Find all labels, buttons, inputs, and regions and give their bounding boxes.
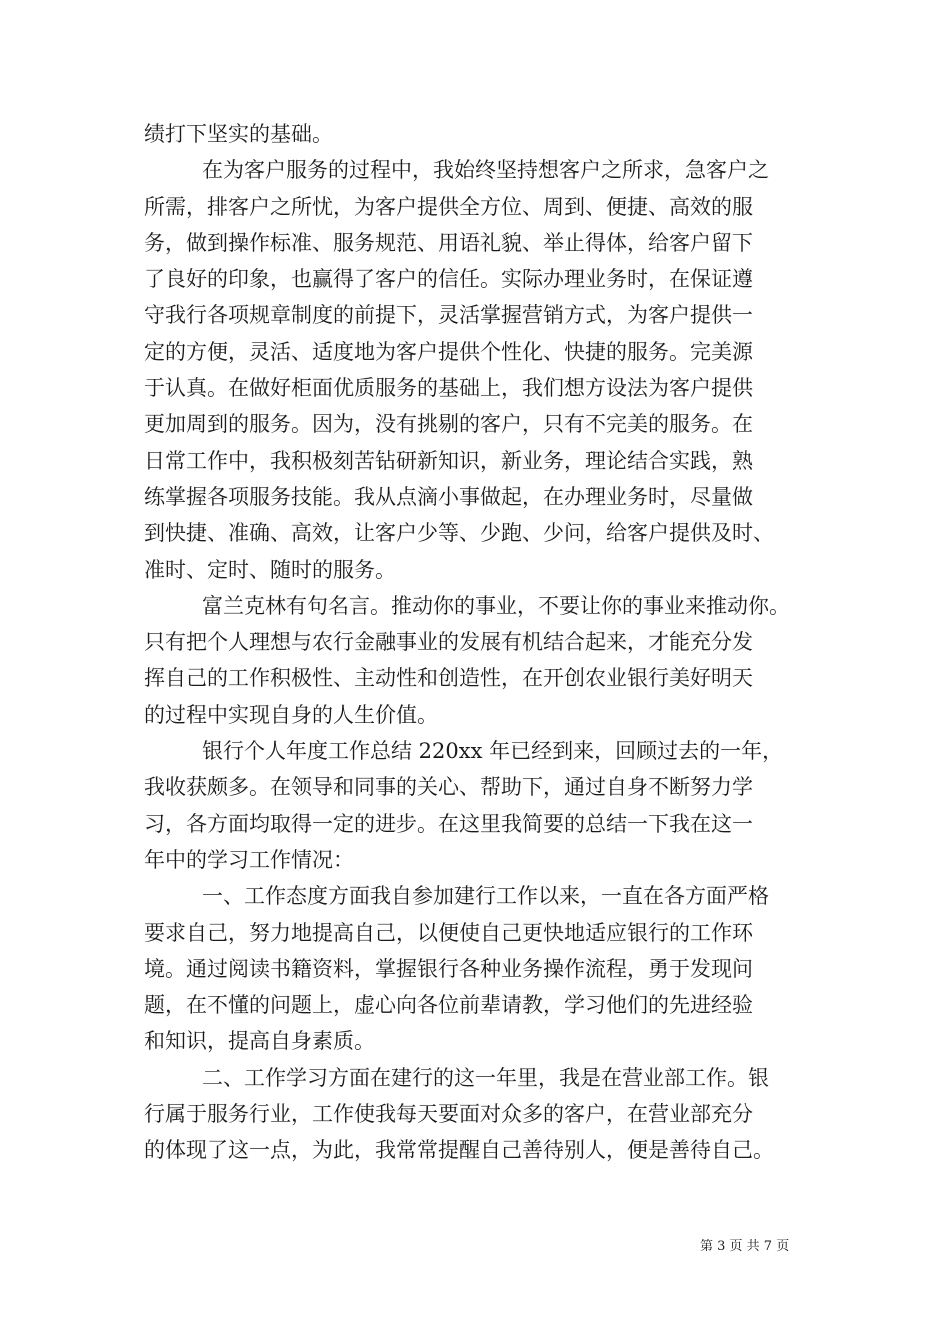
text-line: 挥自己的工作积极性、主动性和创造性，在开创农业银行美好明天 [144, 666, 753, 691]
text-line: 于认真。在做好柜面优质服务的基础上，我们想方设法为客户提供 [144, 376, 753, 401]
page-number-footer: 第 3 页 共 7 页 [700, 1239, 790, 1254]
text-line: 题，在不懂的问题上，虚心向各位前辈请教，学习他们的先进经验 [144, 993, 753, 1018]
text-line: 到快捷、准确、高效，让客户少等、少跑、少问，给客户提供及时、 [144, 521, 774, 546]
text-line: 日常工作中，我积极刻苦钻研新知识，新业务，理论结合实践，熟 [144, 448, 753, 473]
text-line: 了良好的印象，也赢得了客户的信任。实际办理业务时，在保证遵 [144, 267, 753, 292]
text-line: 银行个人年度工作总结 220xx 年已经到来，回顾过去的一年， [202, 739, 784, 764]
text-line: 守我行各项规章制度的前提下，灵活掌握营销方式，为客户提供一 [144, 303, 753, 328]
document-body [144, 116, 834, 1169]
text-line: 练掌握各项服务技能。我从点滴小事做起，在办理业务时，尽量做 [144, 484, 753, 509]
text-line: 富兰克林有句名言。推动你的事业，不要让你的事业来推动你。 [202, 593, 790, 618]
text-line: 境。通过阅读书籍资料，掌握银行各种业务操作流程，勇于发现问 [144, 956, 753, 981]
text-line: 绩打下坚实的基础。 [144, 122, 333, 146]
text-line: 更加周到的服务。因为，没有挑剔的客户，只有不完美的服务。在 [144, 412, 753, 437]
text-line: 一、工作态度方面我自参加建行工作以来，一直在各方面严格 [202, 884, 769, 909]
text-line: 只有把个人理想与农行金融事业的发展有机结合起来，才能充分发 [144, 630, 753, 655]
text-line: 习，各方面均取得一定的进步。在这里我简要的总结一下我在这一 [144, 811, 753, 836]
text-line: 年中的学习工作情况： [144, 847, 354, 872]
text-line: 准时、定时、随时的服务。 [144, 557, 396, 582]
text-line: 行属于服务行业，工作使我每天要面对众多的客户，在营业部充分 [144, 1102, 753, 1127]
text-line: 所需，排客户之所忧，为客户提供全方位、周到、便捷、高效的服 [144, 194, 753, 219]
text-line: 在为客户服务的过程中，我始终坚持想客户之所求，急客户之 [202, 158, 769, 183]
text-line: 要求自己，努力地提高自己，以便使自己更快地适应银行的工作环 [144, 920, 753, 945]
text-line: 的体现了这一点，为此，我常常提醒自己善待别人，便是善待自己。 [144, 1138, 774, 1163]
text-line: 的过程中实现自身的人生价值。 [144, 702, 438, 727]
text-line: 定的方便，灵活、适度地为客户提供个性化、快捷的服务。完美源 [144, 339, 753, 364]
text-line: 务，做到操作标准、服务规范、用语礼貌、举止得体，给客户留下 [144, 230, 753, 255]
text-line: 二、工作学习方面在建行的这一年里，我是在营业部工作。银 [202, 1065, 769, 1090]
text-line: 我收获颇多。在领导和同事的关心、帮助下，通过自身不断努力学 [144, 775, 753, 800]
text-line: 和知识，提高自身素质。 [144, 1029, 375, 1054]
